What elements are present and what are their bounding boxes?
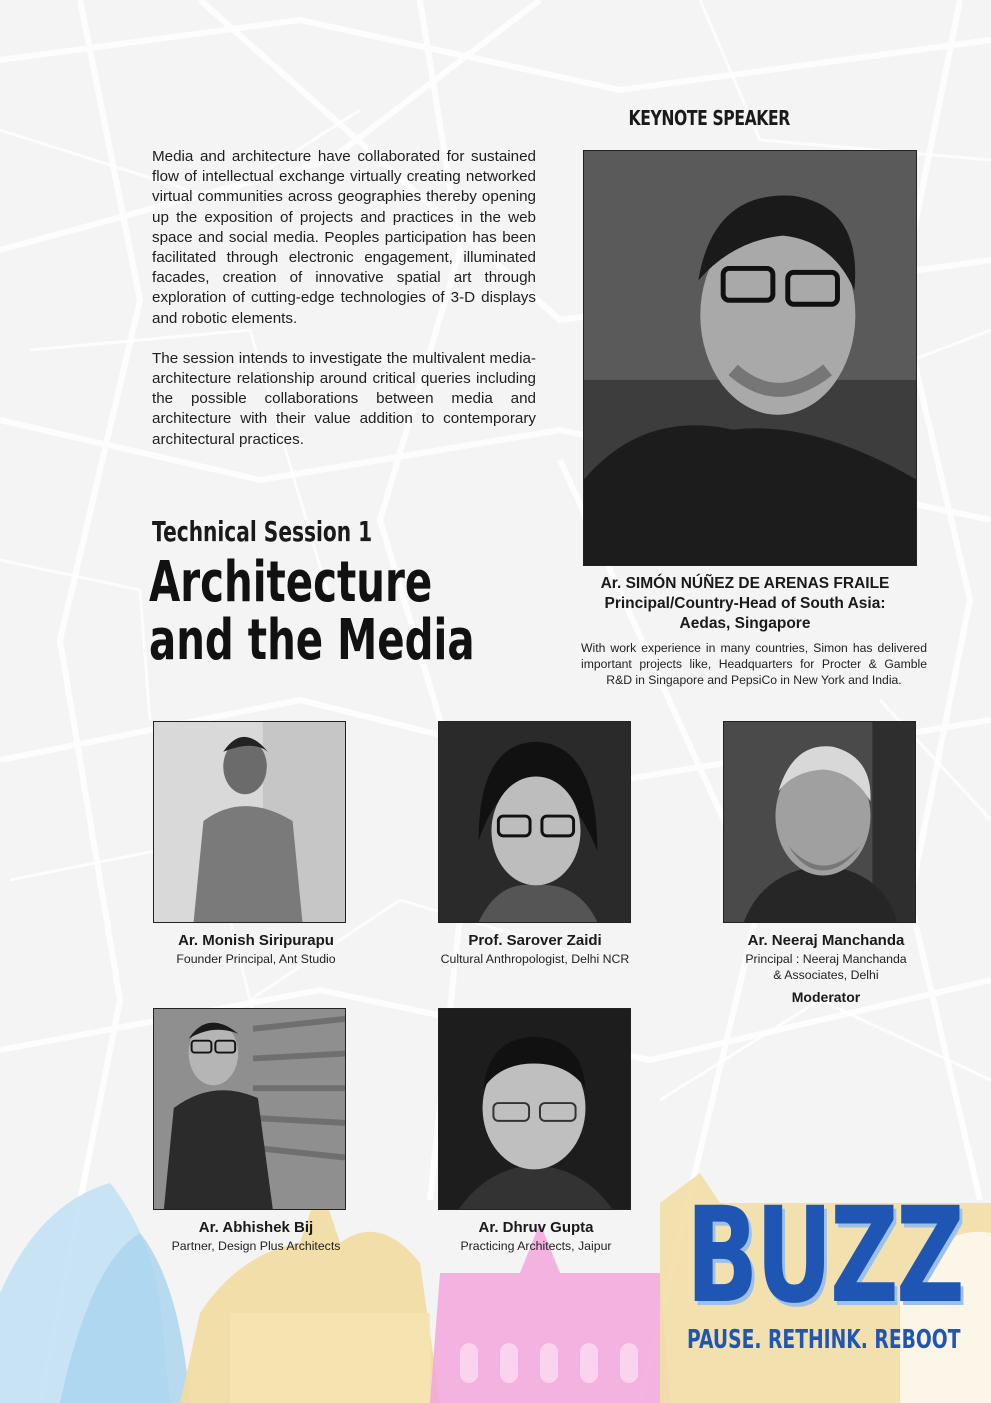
buzz-tagline: PAUSE. RETHINK. REBOOT [687, 1325, 961, 1355]
panelist-caption [424, 1218, 648, 1254]
panelist-name: Ar. Abhishek Bij [198, 1219, 314, 1236]
keynote-speaker-role-1: Principal/Country-Head of South Asia: [604, 595, 886, 612]
panelist-caption [136, 1218, 376, 1254]
session-title-line-1: Architecture [149, 550, 433, 615]
keynote-speaker-photo [583, 150, 917, 566]
keynote-speaker-bio: With work experience in many countries, Simon has delivered important projects like, Headquarters for Procter & Gamble R&D in Singapore and PepsiCo in New York and India. [581, 641, 927, 687]
session-title-line-2: and the Media [149, 608, 475, 673]
panelist-name: Ar. Monish Siripurapu [178, 932, 334, 949]
session-title [149, 550, 475, 673]
panelist-role: & Associates, Delhi [773, 968, 879, 982]
session-label: Technical Session 1 [152, 515, 373, 548]
keynote-speaker-role-2: Aedas, Singapore [679, 615, 811, 632]
panelist-name: Ar. Dhruv Gupta [478, 1219, 594, 1236]
panelist-photo [438, 721, 631, 923]
keynote-speaker-heading: KEYNOTE SPEAKER [628, 106, 790, 130]
panelist-role: Principal : Neeraj Manchanda [745, 952, 907, 966]
intro-paragraph-1: Media and architecture have collaborated for sustained flow of intellectual exchange virtually creating networked virtual communities across geographies thereby opening up the exposition of projects and practices in the web space and social media. Peoples participation has been facilitated through electronic engagement, illuminated facades, creation of innovative spatial art through exploration of cutting-edge technologies of 3-D displays and robotic elements. [152, 148, 536, 327]
panelist-name: Prof. Sarover Zaidi [468, 932, 602, 949]
panelist-role: Practicing Architects, Jaipur [460, 1239, 612, 1253]
moderator-tag: Moderator [791, 989, 861, 1005]
panelist-role: Partner, Design Plus Architects [171, 1239, 341, 1253]
panelist-photo [438, 1008, 631, 1210]
panelist-photo [153, 1008, 346, 1210]
panelist-name: Ar. Neeraj Manchanda [747, 932, 905, 949]
keynote-speaker-name: Ar. SIMÓN NÚÑEZ DE ARENAS FRAILE [600, 575, 890, 592]
panelist-caption [131, 931, 381, 967]
buzz-logo: BUZZ [686, 1179, 962, 1333]
panelist-role: Cultural Anthropologist, Delhi NCR [440, 952, 630, 966]
panelist-caption [706, 931, 946, 1007]
keynote-speaker-credits [560, 574, 930, 634]
panelist-caption [409, 931, 661, 967]
panelist-photo [723, 721, 916, 923]
session-introduction [152, 147, 536, 450]
intro-paragraph-2: The session intends to investigate the multivalent media-architecture relationship around critical queries including the possible collaborations between media and architecture with their value addition to contemporary architectural practices. [152, 349, 536, 448]
panelist-role: Founder Principal, Ant Studio [176, 952, 336, 966]
panelist-photo [153, 721, 346, 923]
